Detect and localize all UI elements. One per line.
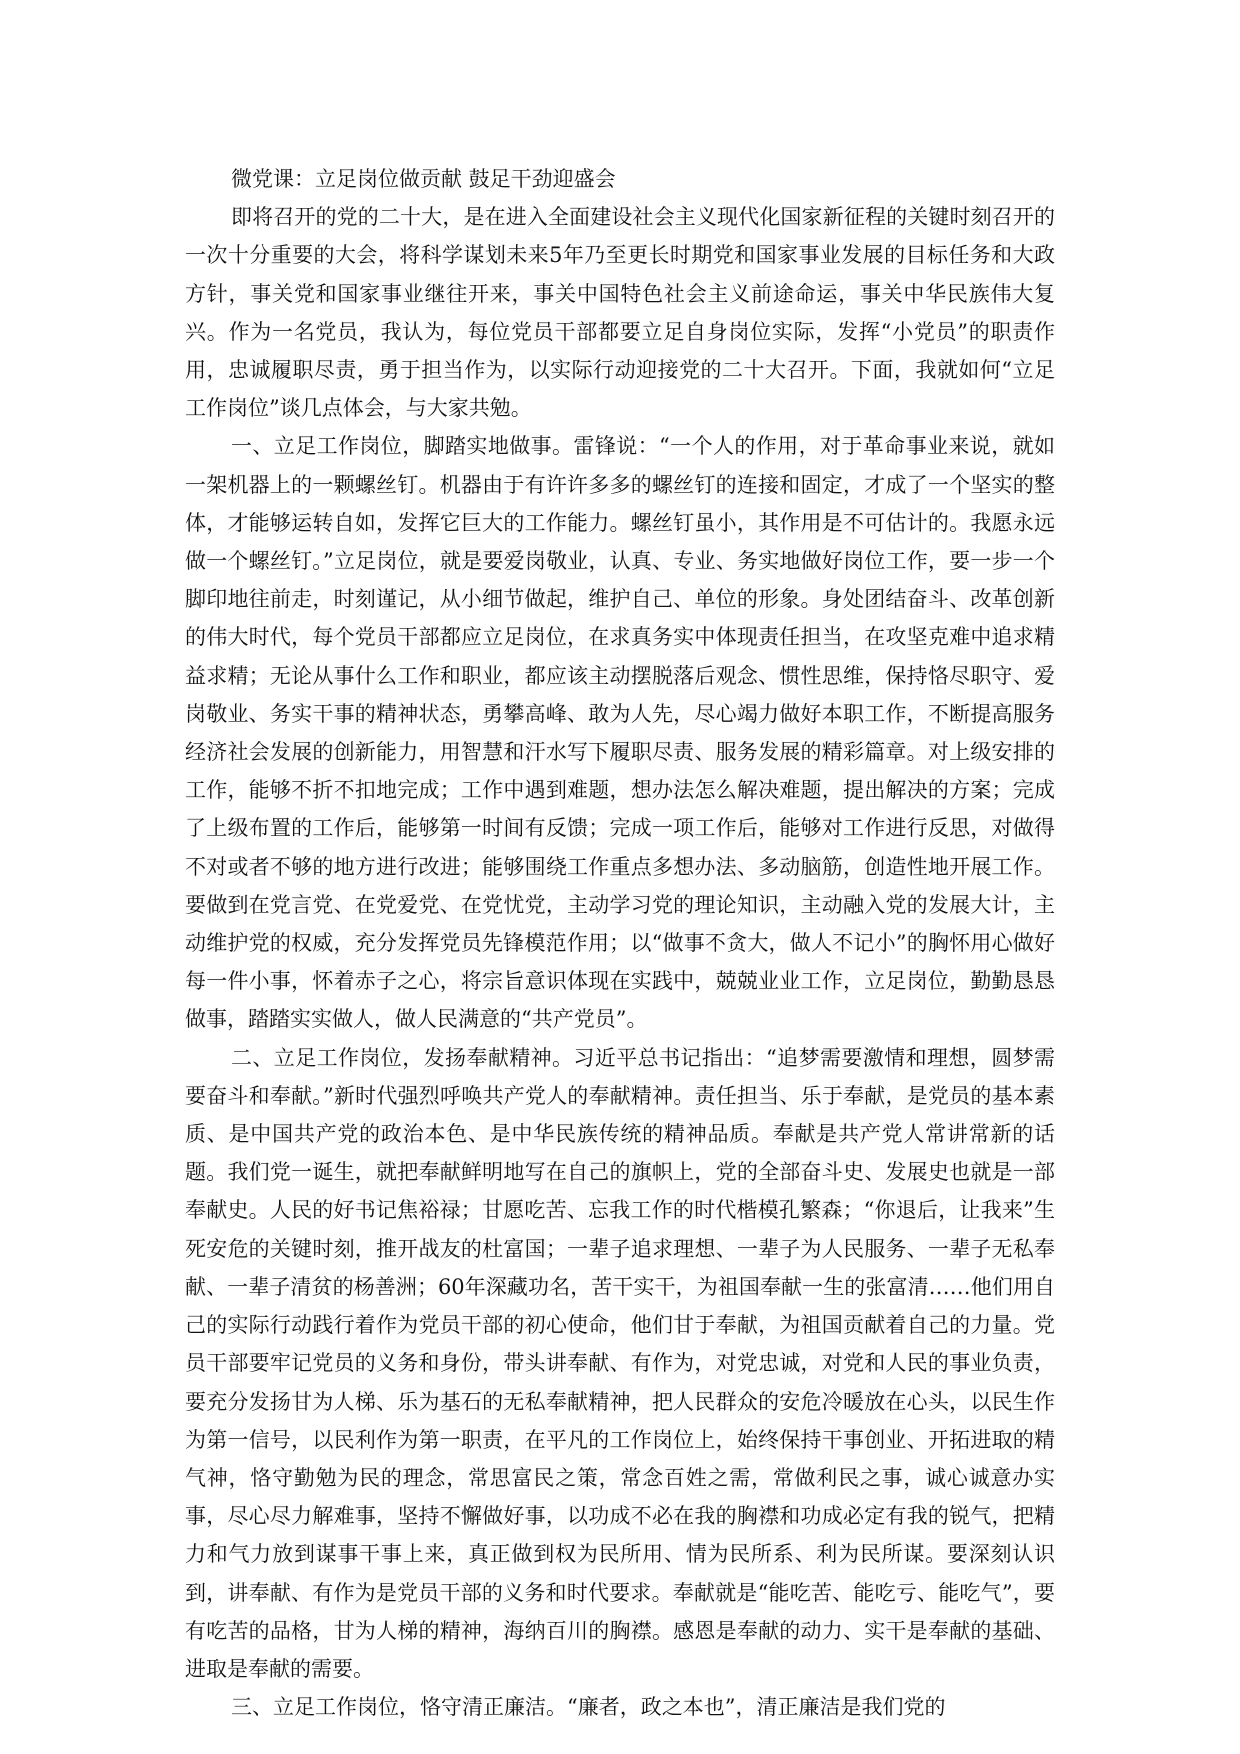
document-page — [185, 160, 1055, 1726]
paragraph-section-two: 二、立足工作岗位，发扬奉献精神。习近平总书记指出：“追梦需要激情和理想，圆梦需要奋斗和奉献。”新时代强烈呼唤共产党人的奉献精神。责任担当、乐于奉献，是党员的基本素质、是中国共产党的政治本色、是中华民族传统的精神品质。奉献是共产党人常讲常新的话题。我们党一诞生，就把奉献鲜明地写在自己的旗帜上，党的全部奋斗史、发展史也就是一部奉献史。人民的好书记焦裕禄；甘愿吃苦、忘我工作的时代楷模孔繁森；“你退后，让我来”生死安危的关键时刻，推开战友的杜富国；一辈子追求理想、一辈子为人民服务、一辈子无私奉献、一辈子清贫的杨善洲；60年深藏功名，苦干实干，为祖国奉献一生的张富清……他们用自己的实际行动践行着作为党员干部的初心使命，他们甘于奉献，为祖国贡献着自己的力量。党员干部要牢记党员的义务和身份，带头讲奉献、有作为，对党忠诚，对党和人民的事业负责，要充分发扬甘为人梯、乐为基石的无私奉献精神，把人民群众的安危冷暖放在心头，以民生作为第一信号，以民利作为第一职责，在平凡的工作岗位上，始终保持干事创业、开拓进取的精气神，恪守勤勉为民的理念，常思富民之策，常念百姓之需，常做利民之事，诚心诚意办实事，尽心尽力解难事，坚持不懈做好事，以功成不必在我的胸襟和功成必定有我的锐气，把精力和气力放到谋事干事上来，真正做到权为民所用、情为民所系、利为民所谋。要深刻认识到，讲奉献、有作为是党员干部的义务和时代要求。奉献就是“能吃苦、能吃亏、能吃气”，要有吃苦的品格，甘为人梯的精神，海纳百川的胸襟。感恩是奉献的动力、实干是奉献的基础、进取是奉献的需要。 — [185, 1045, 1055, 1681]
document-title: 微党课：立足岗位做贡献 鼓足干劲迎盛会 — [231, 167, 616, 191]
paragraph-intro: 即将召开的党的二十大，是在进入全面建设社会主义现代化国家新征程的关键时刻召开的一次十分重要的大会，将科学谋划未来5年乃至更长时期党和国家事业发展的目标任务和大政方针，事关党和国家事业继往开来，事关中国特色社会主义前途命运，事关中华民族伟大复兴。作为一名党员，我认为，每位党员干部都要立足自身岗位实际，发挥“小党员”的职责作用，忠诚履职尽责，勇于担当作为，以实际行动迎接党的二十大召开。下面，我就如何“立足工作岗位”谈几点体会，与大家共勉。 — [185, 205, 1055, 421]
paragraph-section-three: 三、立足工作岗位，恪守清正廉洁。“廉者，政之本也”，清正廉洁是我们党的 — [231, 1695, 946, 1720]
paragraph-section-one: 一、立足工作岗位，脚踏实地做事。雷锋说：“一个人的作用，对于革命事业来说，就如一架机器上的一颗螺丝钉。机器由于有许许多多的螺丝钉的连接和固定，才成了一个坚实的整体，才能够运转自如，发挥它巨大的工作能力。螺丝钉虽小，其作用是不可估计的。我愿永远做一个螺丝钉。”立足岗位，就是要爱岗敬业，认真、专业、务实地做好岗位工作，要一步一个脚印地往前走，时刻谨记，从小细节做起，维护自己、单位的形象。身处团结奋斗、改革创新的伟大时代，每个党员干部都应立足岗位，在求真务实中体现责任担当，在攻坚克难中追求精益求精；无论从事什么工作和职业，都应该主动摆脱落后观念、惯性思维，保持恪尽职守、爱岗敬业、务实干事的精神状态，勇攀高峰、敢为人先，尽心竭力做好本职工作，不断提高服务经济社会发展的创新能力，用智慧和汗水写下履职尽责、服务发展的精彩篇章。对上级安排的工作，能够不折不扣地完成；工作中遇到难题，想办法怎么解决难题，提出解决的方案；完成了上级布置的工作后，能够第一时间有反馈；完成一项工作后，能够对工作进行反思，对做得不对或者不够的地方进行改进；能够围绕工作重点多想办法、多动脑筋，创造性地开展工作。要做到在党言党、在党爱党、在党忧党，主动学习党的理论知识，主动融入党的发展大计，主动维护党的权威，充分发挥党员先锋模范作用；以“做事不贪大，做人不记小”的胸怀用心做好每一件小事，怀着赤子之心，将宗旨意识体现在实践中，兢兢业业工作，立足岗位，勤勤恳恳做事，踏踏实实做人，做人民满意的“共产党员”。 — [185, 434, 1055, 1032]
